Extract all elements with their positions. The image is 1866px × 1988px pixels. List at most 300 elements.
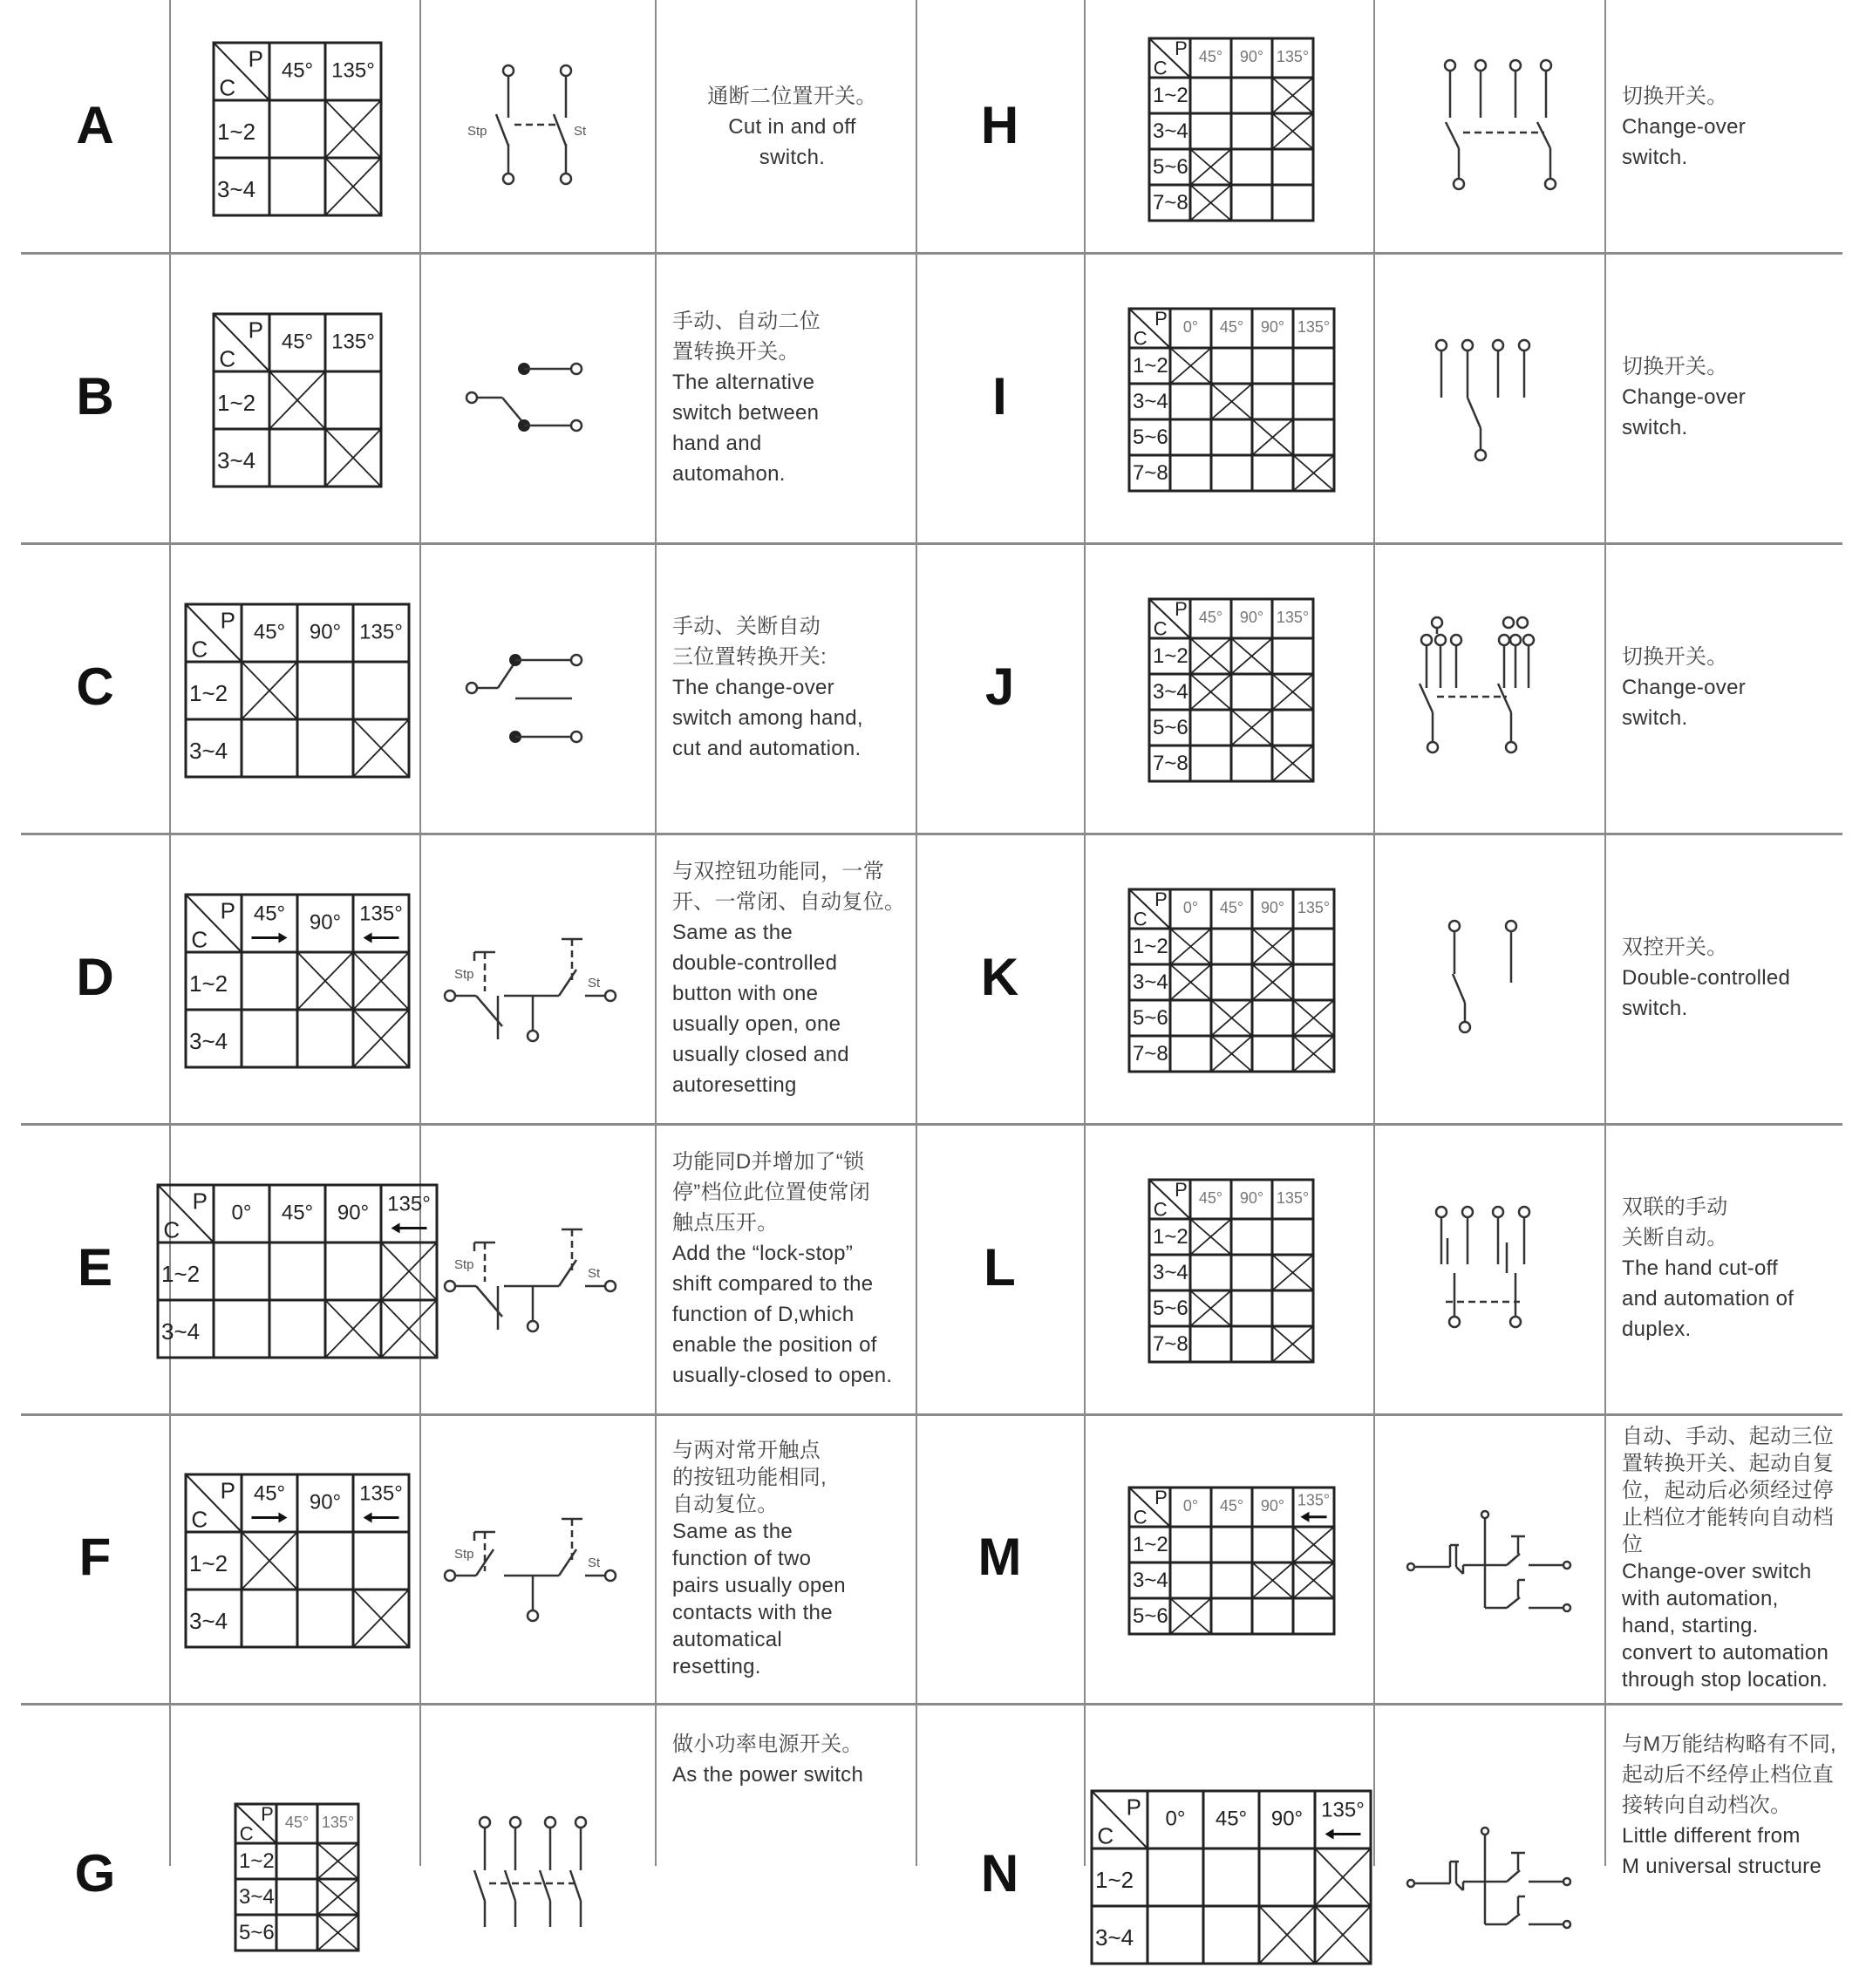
- contact-closed-mark: [1190, 674, 1231, 710]
- description-line: shift compared to the: [672, 1271, 874, 1296]
- corner-c-label: C: [218, 74, 235, 101]
- angle-header: 90°: [1270, 1807, 1304, 1831]
- angle-header: 135°: [358, 1481, 403, 1506]
- description: [1622, 351, 1839, 443]
- description-line: 手动、关断自动: [672, 615, 821, 638]
- angle-header: 90°: [337, 1201, 369, 1225]
- switching-table: [1127, 887, 1337, 1074]
- description-line: switch.: [1622, 145, 1688, 169]
- description-line: Change-over: [1622, 385, 1747, 409]
- contact-closed-mark: [1315, 1848, 1371, 1906]
- angle-header: 45°: [1198, 1189, 1223, 1207]
- description-line: 与两对常开触点: [672, 1438, 821, 1462]
- terminal-label: St: [588, 975, 601, 991]
- corner-c-label: C: [1133, 908, 1148, 930]
- angle-header: 135°: [386, 1192, 431, 1216]
- contact-closed-mark: [1315, 1906, 1371, 1964]
- description-line: hand and: [672, 431, 762, 455]
- corner-c-label: C: [162, 1216, 180, 1243]
- contact-label: 1~2: [216, 389, 255, 416]
- contact-closed-mark: [1252, 929, 1293, 964]
- description: [1622, 1729, 1839, 1882]
- description-line: 停”档位此位置使常闭: [672, 1180, 870, 1204]
- corner-p-label: P: [1175, 597, 1188, 620]
- type-letter: K: [980, 947, 1019, 1006]
- description: [1622, 1423, 1839, 1693]
- changeover-4-schematic-icon: [1376, 13, 1603, 240]
- contact-label: 1~2: [1132, 353, 1168, 378]
- contact-closed-mark: [317, 1879, 358, 1915]
- description-line: 关断自动。: [1622, 1226, 1728, 1249]
- corner-p-label: P: [248, 45, 263, 72]
- description-line: 自动复位。: [672, 1492, 779, 1516]
- terminal-label: St: [574, 124, 587, 139]
- angle-header: 45°: [1219, 318, 1243, 336]
- contact-closed-mark: [297, 952, 353, 1010]
- type-letter: E: [77, 1237, 113, 1297]
- description-line: 接转向自动档次。: [1622, 1794, 1792, 1817]
- terminal-label: Stp: [454, 1256, 474, 1272]
- angle-header: 45°: [281, 1201, 313, 1225]
- angle-header: 0°: [1165, 1807, 1186, 1831]
- contact-label: 7~8: [1153, 190, 1188, 214]
- description-line: usually open, one: [672, 1011, 841, 1036]
- switching-table: [1147, 1177, 1316, 1365]
- contact-label: 5~6: [239, 1920, 275, 1944]
- description: [1622, 932, 1839, 1024]
- contact-label: 5~6: [1132, 1603, 1168, 1628]
- terminal-label: Stp: [467, 124, 487, 139]
- corner-p-label: P: [1154, 307, 1168, 330]
- description-line: 自动、手动、起动三位: [1622, 1425, 1834, 1448]
- start-auto-schematic-icon: [1376, 1445, 1603, 1671]
- contact-closed-mark: [1272, 78, 1313, 113]
- description-line: enable the position of: [672, 1332, 877, 1357]
- description-line: double-controlled: [672, 950, 838, 975]
- corner-p-label: P: [261, 1802, 274, 1825]
- description-line: 起动后不经停止档位直: [1622, 1763, 1834, 1787]
- row-divider: [21, 1703, 1842, 1705]
- contact-label: 1~2: [188, 1549, 228, 1576]
- contact-closed-mark: [317, 1843, 358, 1879]
- contact-closed-mark: [1293, 455, 1334, 491]
- description-line: The change-over: [672, 676, 834, 699]
- angle-header: 135°: [330, 330, 375, 354]
- contact-label: 1~2: [160, 1260, 200, 1287]
- switching-table: [233, 1801, 361, 1953]
- contact-closed-mark: [1170, 929, 1211, 964]
- contact-closed-mark: [1259, 1906, 1315, 1964]
- four-pole-schematic-icon: [424, 1761, 650, 1988]
- description-line: Same as the: [672, 920, 793, 944]
- description-line: 手动、自动二位: [672, 309, 821, 333]
- angle-header: 45°: [281, 330, 313, 354]
- angle-header: 135°: [330, 58, 375, 83]
- contact-closed-mark: [1293, 1036, 1334, 1072]
- description: [672, 1437, 912, 1680]
- contact-label: 3~4: [188, 1607, 228, 1634]
- description-line: 止档位才能转向自动档: [1622, 1506, 1834, 1529]
- corner-c-label: C: [1133, 327, 1148, 350]
- corner-c-label: C: [190, 636, 208, 663]
- contact-label: 3~4: [239, 1884, 275, 1909]
- switching-table: [1127, 306, 1337, 494]
- description: [1622, 1192, 1839, 1345]
- contact-closed-mark: [1190, 1219, 1231, 1255]
- contact-label: 3~4: [160, 1317, 200, 1345]
- row-divider: [21, 1413, 1842, 1416]
- description-line: Double-controlled: [1622, 966, 1791, 990]
- contact-closed-mark: [1231, 638, 1272, 674]
- column-divider: [1084, 0, 1086, 1866]
- angle-header: 90°: [1260, 899, 1284, 916]
- description-line: Change-over: [1622, 676, 1747, 699]
- switching-table: [1089, 1788, 1373, 1966]
- angle-header: 135°: [1276, 609, 1310, 626]
- corner-c-label: C: [1153, 1198, 1168, 1221]
- arrow-left-icon: [391, 1222, 426, 1233]
- angle-header: 135°: [1276, 47, 1310, 65]
- description-line: 三位置转换开关:: [672, 645, 827, 669]
- switching-table: [183, 892, 412, 1070]
- description-line: Cut in and off: [728, 114, 856, 139]
- angle-header: 90°: [1260, 1497, 1284, 1515]
- contact-closed-mark: [325, 1300, 381, 1358]
- corner-c-label: C: [1097, 1822, 1114, 1849]
- switching-table: [1147, 596, 1316, 784]
- pushbutton-nc-no-schematic-icon: [424, 865, 650, 1092]
- contact-label: 5~6: [1132, 425, 1168, 449]
- two-pole-dashed-schematic-icon: [424, 13, 650, 240]
- corner-c-label: C: [239, 1822, 254, 1845]
- switching-table: [211, 40, 384, 218]
- description-line: Change-over switch: [1622, 1560, 1812, 1583]
- contact-closed-mark: [1231, 710, 1272, 746]
- description-line: automahon.: [672, 461, 786, 486]
- contact-closed-mark: [1272, 746, 1313, 781]
- contact-label: 3~4: [1153, 119, 1188, 143]
- corner-p-label: P: [1154, 888, 1168, 910]
- row-divider: [21, 1123, 1842, 1126]
- contact-closed-mark: [1272, 1326, 1313, 1362]
- switching-table: [183, 1472, 412, 1650]
- contact-label: 1~2: [1153, 1224, 1188, 1249]
- description: [672, 1729, 912, 1790]
- angle-header: 45°: [253, 620, 285, 644]
- pushbutton-no-no-schematic-icon: [424, 1445, 650, 1671]
- arrow-left-icon: [1325, 1829, 1361, 1840]
- contact-label: 7~8: [1132, 1041, 1168, 1065]
- description-line: Same as the: [672, 1519, 793, 1543]
- description-line: Add the “lock-stop”: [672, 1241, 854, 1265]
- start-auto-schematic-icon: [1376, 1761, 1603, 1988]
- description: [672, 306, 912, 489]
- contact-closed-mark: [1190, 1290, 1231, 1326]
- arrow-left-icon: [1300, 1512, 1326, 1522]
- description: [672, 1147, 912, 1391]
- description-line: 通断二位置开关。: [707, 84, 877, 108]
- contact-label: 1~2: [188, 679, 228, 706]
- contact-closed-mark: [1293, 1527, 1334, 1562]
- corner-c-label: C: [190, 926, 208, 953]
- column-divider: [419, 0, 421, 1866]
- contact-closed-mark: [1272, 674, 1313, 710]
- contact-label: 5~6: [1153, 154, 1188, 179]
- switching-table: [211, 311, 384, 489]
- contact-closed-mark: [353, 1010, 409, 1067]
- contact-closed-mark: [1252, 419, 1293, 455]
- contact-label: 5~6: [1153, 1296, 1188, 1320]
- description-line: 切换开关。: [1622, 355, 1728, 378]
- type-letter: G: [74, 1844, 116, 1903]
- type-letter: A: [76, 96, 114, 154]
- contact-closed-mark: [1252, 1562, 1293, 1598]
- description-line: 做小功率电源开关。: [672, 1733, 863, 1756]
- contact-closed-mark: [242, 662, 297, 719]
- description-line: cut and automation.: [672, 737, 861, 760]
- arrow-right-icon: [251, 1513, 287, 1523]
- contact-closed-mark: [1211, 384, 1252, 419]
- corner-c-label: C: [1153, 617, 1168, 640]
- description-line: convert to automation: [1622, 1641, 1829, 1665]
- column-divider: [655, 0, 657, 1866]
- contact-closed-mark: [269, 371, 325, 429]
- angle-header: 90°: [1239, 1189, 1264, 1207]
- description-line: switch.: [1622, 997, 1688, 1020]
- type-letter: N: [980, 1844, 1019, 1903]
- description-line: switch between: [672, 400, 820, 425]
- contact-closed-mark: [1211, 1000, 1252, 1036]
- duplex-schematic-icon: [1376, 1155, 1603, 1382]
- contact-closed-mark: [242, 1532, 297, 1590]
- terminal-label: Stp: [454, 1547, 474, 1562]
- angle-header: 90°: [1260, 318, 1284, 336]
- angle-header: 45°: [253, 1481, 285, 1506]
- description-line: 功能同D并增加了“锁: [672, 1149, 865, 1174]
- description-line: usually closed and: [672, 1042, 849, 1066]
- contact-closed-mark: [353, 952, 409, 1010]
- switching-table: [1127, 1485, 1337, 1637]
- contact-closed-mark: [1170, 964, 1211, 1000]
- corner-p-label: P: [1175, 37, 1188, 59]
- corner-c-label: C: [190, 1506, 208, 1533]
- terminal-label: St: [588, 1265, 601, 1281]
- contact-label: 1~2: [1153, 643, 1188, 668]
- contact-label: 7~8: [1132, 460, 1168, 485]
- contact-label: 5~6: [1153, 715, 1188, 739]
- type-letter: D: [76, 947, 114, 1006]
- contact-closed-mark: [325, 158, 381, 215]
- description-line: and automation of: [1622, 1287, 1794, 1311]
- changeover-multi-schematic-icon: [1376, 575, 1603, 801]
- column-divider: [169, 0, 171, 1866]
- description-line: with automation,: [1622, 1587, 1779, 1610]
- row-divider: [21, 833, 1842, 835]
- description-line: The alternative: [672, 370, 815, 394]
- contact-closed-mark: [1211, 1036, 1252, 1072]
- description-line: contacts with the: [672, 1600, 833, 1624]
- angle-header: 45°: [1219, 899, 1243, 916]
- contact-closed-mark: [1293, 1000, 1334, 1036]
- type-letter: F: [78, 1528, 112, 1586]
- description-line: button with one: [672, 981, 819, 1005]
- corner-c-label: C: [1153, 56, 1168, 78]
- row-divider: [21, 542, 1842, 545]
- contact-label: 1~2: [1095, 1866, 1134, 1893]
- contact-label: 1~2: [188, 970, 228, 997]
- angle-header: 0°: [1182, 899, 1198, 916]
- angle-header: 135°: [1276, 1189, 1310, 1207]
- angle-header: 45°: [284, 1814, 310, 1831]
- angle-header: 135°: [1297, 318, 1330, 336]
- description-line: 与双控钮功能同，一常: [672, 859, 884, 883]
- contact-label: 3~4: [1132, 970, 1168, 994]
- description-line: usually-closed to open.: [672, 1363, 893, 1387]
- three-way-schematic-icon: [424, 575, 650, 801]
- description-line: function of two: [672, 1546, 812, 1570]
- description-line: 置转换开关、起动自复: [1622, 1452, 1834, 1475]
- type-letter: H: [980, 96, 1019, 154]
- contact-label: 3~4: [216, 446, 255, 473]
- corner-p-label: P: [192, 1188, 208, 1215]
- switching-table: [1147, 36, 1316, 223]
- type-letter: B: [76, 366, 114, 426]
- description-line: pairs usually open: [672, 1573, 846, 1597]
- contact-label: 5~6: [1132, 1005, 1168, 1030]
- contact-closed-mark: [325, 100, 381, 158]
- contact-closed-mark: [317, 1915, 358, 1951]
- contact-closed-mark: [1170, 348, 1211, 384]
- angle-header: 135°: [1297, 1491, 1330, 1509]
- angle-header: 90°: [1239, 47, 1264, 65]
- corner-p-label: P: [1126, 1794, 1142, 1821]
- corner-p-label: P: [220, 897, 235, 924]
- type-letter: I: [992, 366, 1007, 426]
- switching-table: [183, 602, 412, 780]
- pushbutton-nc-no-schematic-icon: [424, 1155, 650, 1382]
- description-line: 双控开关。: [1622, 936, 1728, 959]
- description-line: As the power switch: [672, 1763, 864, 1787]
- description-line: Little different from: [1622, 1824, 1801, 1848]
- row-divider: [21, 252, 1842, 255]
- description-line: switch.: [1622, 416, 1688, 439]
- contact-closed-mark: [1170, 1598, 1211, 1634]
- description-line: duplex.: [1622, 1317, 1692, 1341]
- rotary-4-schematic-icon: [1376, 284, 1603, 511]
- contact-label: 3~4: [1153, 679, 1188, 704]
- angle-header: 45°: [1198, 609, 1223, 626]
- angle-header: 45°: [1215, 1807, 1248, 1831]
- corner-p-label: P: [1154, 1486, 1168, 1508]
- description-line: Change-over: [1622, 114, 1747, 139]
- contact-closed-mark: [353, 719, 409, 777]
- contact-closed-mark: [1272, 1255, 1313, 1290]
- contact-label: 1~2: [1132, 934, 1168, 958]
- description: [1622, 642, 1839, 733]
- column-divider: [1604, 0, 1606, 1866]
- contact-closed-mark: [1190, 149, 1231, 185]
- angle-header: 135°: [1297, 899, 1330, 916]
- description-line: 双联的手动: [1622, 1195, 1728, 1219]
- type-letter: J: [984, 657, 1015, 716]
- description-line: switch among hand,: [672, 706, 863, 730]
- description-line: 开、一常闭、自动复位。: [672, 889, 906, 914]
- description-line: 与M万能结构略有不同,: [1622, 1733, 1836, 1756]
- two-way-schematic-icon: [424, 284, 650, 511]
- contact-closed-mark: [1293, 1562, 1334, 1598]
- arrow-left-icon: [363, 932, 398, 943]
- description-line: hand, starting.: [1622, 1614, 1759, 1637]
- corner-p-label: P: [220, 607, 235, 634]
- corner-p-label: P: [220, 1477, 235, 1504]
- contact-label: 1~2: [239, 1848, 275, 1873]
- type-letter: M: [977, 1528, 1022, 1586]
- contact-label: 1~2: [216, 118, 255, 145]
- contact-label: 3~4: [188, 737, 228, 764]
- angle-header: 90°: [309, 910, 341, 935]
- terminal-label: Stp: [454, 966, 474, 982]
- angle-header: 0°: [231, 1201, 251, 1225]
- angle-header: 90°: [309, 1490, 341, 1515]
- description-line: resetting.: [672, 1654, 761, 1678]
- description: [1622, 81, 1839, 173]
- description: [672, 81, 912, 173]
- contact-label: 3~4: [1153, 1260, 1188, 1284]
- contact-closed-mark: [1252, 964, 1293, 1000]
- contact-closed-mark: [1190, 638, 1231, 674]
- type-letter: L: [984, 1237, 1016, 1297]
- corner-c-label: C: [218, 345, 235, 372]
- terminal-label: St: [588, 1556, 601, 1570]
- arrow-right-icon: [251, 932, 287, 943]
- angle-header: 90°: [1239, 609, 1264, 626]
- contact-label: 1~2: [1132, 1532, 1168, 1556]
- contact-closed-mark: [1190, 185, 1231, 221]
- description-line: 位: [1622, 1533, 1644, 1556]
- description-line: The hand cut-off: [1622, 1256, 1779, 1280]
- type-letter: C: [76, 657, 114, 716]
- description-line: 位，起动后必须经过停: [1622, 1479, 1834, 1502]
- contact-closed-mark: [325, 429, 381, 487]
- corner-p-label: P: [1175, 1178, 1188, 1201]
- contact-label: 3~4: [1132, 389, 1168, 413]
- description-line: 置转换开关。: [672, 339, 800, 364]
- angle-header: 45°: [281, 58, 313, 83]
- description-line: autoresetting: [672, 1072, 797, 1097]
- description-line: 切换开关。: [1622, 84, 1728, 108]
- description: [672, 611, 912, 764]
- contact-closed-mark: [1272, 113, 1313, 149]
- description-line: through stop location.: [1622, 1668, 1829, 1692]
- angle-header: 45°: [1198, 47, 1223, 65]
- switching-table: [155, 1182, 439, 1360]
- angle-header: 45°: [1219, 1497, 1243, 1515]
- description-line: M universal structure: [1622, 1855, 1822, 1878]
- angle-header: 135°: [358, 620, 403, 644]
- contact-label: 1~2: [1153, 83, 1188, 107]
- contact-label: 7~8: [1153, 751, 1188, 775]
- corner-p-label: P: [248, 317, 263, 344]
- contact-label: 3~4: [1132, 1568, 1168, 1592]
- corner-c-label: C: [1133, 1506, 1148, 1528]
- description-line: 切换开关。: [1622, 645, 1728, 669]
- angle-header: 90°: [309, 620, 341, 644]
- description-line: switch.: [1622, 706, 1688, 730]
- angle-header: 0°: [1182, 318, 1198, 336]
- contact-label: 3~4: [1095, 1923, 1134, 1951]
- description: [672, 856, 912, 1100]
- double-controlled-schematic-icon: [1376, 865, 1603, 1092]
